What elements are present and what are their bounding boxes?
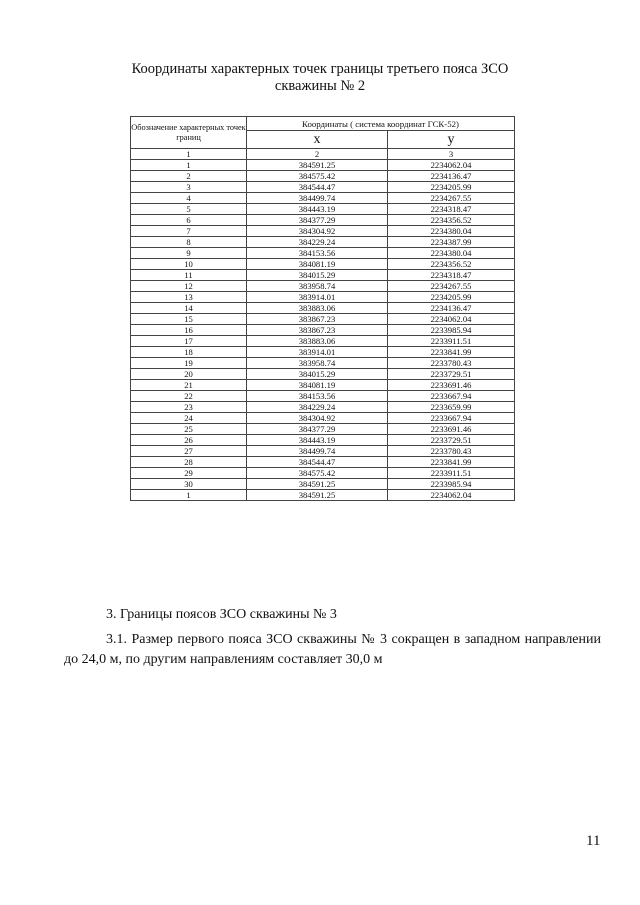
- y-coordinate-cell: 2233667.94: [388, 391, 515, 402]
- point-id-cell: 16: [131, 325, 247, 336]
- x-coordinate-cell: 384153.56: [247, 248, 388, 259]
- x-coordinate-cell: 383883.06: [247, 303, 388, 314]
- x-coordinate-cell: 384304.92: [247, 226, 388, 237]
- y-coordinate-cell: 2233729.51: [388, 435, 515, 446]
- document-title-line-1: Координаты характерных точек границы третьего пояса ЗСО: [131, 61, 509, 77]
- table-row: [131, 182, 515, 193]
- point-id-cell: 1: [131, 490, 247, 501]
- header-coordinates: Координаты ( система координат ГСК-52): [247, 117, 515, 131]
- table-row: [131, 204, 515, 215]
- table-row: [131, 193, 515, 204]
- x-coordinate-cell: 383867.23: [247, 325, 388, 336]
- point-id-cell: 12: [131, 281, 247, 292]
- table-row: [131, 380, 515, 391]
- x-coordinate-cell: 384499.74: [247, 193, 388, 204]
- point-id-cell: 7: [131, 226, 247, 237]
- x-coordinate-cell: 384153.56: [247, 391, 388, 402]
- y-coordinate-cell: 2234318.47: [388, 270, 515, 281]
- table-row: [131, 325, 515, 336]
- x-coordinate-cell: 384377.29: [247, 424, 388, 435]
- table-row: [131, 160, 515, 171]
- column-number: 2: [247, 149, 388, 160]
- table-row: [131, 369, 515, 380]
- y-coordinate-cell: 2234387.99: [388, 237, 515, 248]
- table-row: [131, 314, 515, 325]
- point-id-cell: 21: [131, 380, 247, 391]
- table-row: [131, 435, 515, 446]
- point-id-cell: 11: [131, 270, 247, 281]
- section-paragraph: 3.1. Размер первого пояса ЗСО скважины № 3 сокращен в западном направлении до 24,0 м, по другим направлениям составляет 30,0 м: [64, 632, 601, 667]
- x-coordinate-cell: 383958.74: [247, 358, 388, 369]
- table-row: [131, 237, 515, 248]
- table-row: [131, 413, 515, 424]
- y-coordinate-cell: 2233985.94: [388, 325, 515, 336]
- point-id-cell: 4: [131, 193, 247, 204]
- x-coordinate-cell: 383958.74: [247, 281, 388, 292]
- x-coordinate-cell: 384304.92: [247, 413, 388, 424]
- x-coordinate-cell: 384443.19: [247, 204, 388, 215]
- y-coordinate-cell: 2233985.94: [388, 479, 515, 490]
- section-heading: 3. Границы поясов ЗСО скважины № 3: [106, 607, 337, 622]
- header-axis-y: y: [388, 131, 515, 149]
- point-id-cell: 13: [131, 292, 247, 303]
- y-coordinate-cell: 2233841.99: [388, 347, 515, 358]
- table-row: [131, 259, 515, 270]
- table-row: [131, 391, 515, 402]
- column-number: 1: [131, 149, 247, 160]
- y-coordinate-cell: 2233911.51: [388, 336, 515, 347]
- y-coordinate-cell: 2234136.47: [388, 171, 515, 182]
- table-row: [131, 303, 515, 314]
- point-id-cell: 22: [131, 391, 247, 402]
- y-coordinate-cell: 2234356.52: [388, 259, 515, 270]
- point-id-cell: 23: [131, 402, 247, 413]
- x-coordinate-cell: 383914.01: [247, 347, 388, 358]
- point-id-cell: 17: [131, 336, 247, 347]
- point-id-cell: 10: [131, 259, 247, 270]
- x-coordinate-cell: 384081.19: [247, 259, 388, 270]
- point-id-cell: 9: [131, 248, 247, 259]
- y-coordinate-cell: 2233780.43: [388, 446, 515, 457]
- y-coordinate-cell: 2234205.99: [388, 182, 515, 193]
- x-coordinate-cell: 384575.42: [247, 171, 388, 182]
- x-coordinate-cell: 384499.74: [247, 446, 388, 457]
- point-id-cell: 29: [131, 468, 247, 479]
- table-row: [131, 424, 515, 435]
- point-id-cell: 8: [131, 237, 247, 248]
- header-point-label: Обозначение характерных точек границ: [131, 117, 247, 149]
- x-coordinate-cell: 384081.19: [247, 380, 388, 391]
- y-coordinate-cell: 2233841.99: [388, 457, 515, 468]
- point-id-cell: 15: [131, 314, 247, 325]
- x-coordinate-cell: 384015.29: [247, 270, 388, 281]
- table-row: [131, 446, 515, 457]
- x-coordinate-cell: 384591.25: [247, 479, 388, 490]
- y-coordinate-cell: 2234062.04: [388, 160, 515, 171]
- page-number: 11: [586, 833, 601, 849]
- point-id-cell: 20: [131, 369, 247, 380]
- point-id-cell: 2: [131, 171, 247, 182]
- document-title-line-2: скважины № 2: [274, 78, 366, 94]
- y-coordinate-cell: 2234318.47: [388, 204, 515, 215]
- y-coordinate-cell: 2234380.04: [388, 226, 515, 237]
- y-coordinate-cell: 2233911.51: [388, 468, 515, 479]
- table-row: [131, 347, 515, 358]
- y-coordinate-cell: 2233729.51: [388, 369, 515, 380]
- point-id-cell: 25: [131, 424, 247, 435]
- x-coordinate-cell: 383914.01: [247, 292, 388, 303]
- y-coordinate-cell: 2234267.55: [388, 281, 515, 292]
- point-id-cell: 3: [131, 182, 247, 193]
- point-id-cell: 18: [131, 347, 247, 358]
- point-id-cell: 19: [131, 358, 247, 369]
- x-coordinate-cell: 384377.29: [247, 215, 388, 226]
- y-coordinate-cell: 2233780.43: [388, 358, 515, 369]
- point-id-cell: 14: [131, 303, 247, 314]
- point-id-cell: 26: [131, 435, 247, 446]
- table-row: [131, 281, 515, 292]
- table-row: [131, 457, 515, 468]
- table-row: [131, 479, 515, 490]
- table-row: [131, 358, 515, 369]
- table-row: [131, 336, 515, 347]
- point-id-cell: 5: [131, 204, 247, 215]
- column-number-row: [131, 149, 515, 160]
- y-coordinate-cell: 2233691.46: [388, 380, 515, 391]
- x-coordinate-cell: 384575.42: [247, 468, 388, 479]
- y-coordinate-cell: 2233659.99: [388, 402, 515, 413]
- x-coordinate-cell: 384443.19: [247, 435, 388, 446]
- x-coordinate-cell: 384591.25: [247, 160, 388, 171]
- point-id-cell: 28: [131, 457, 247, 468]
- x-coordinate-cell: 384015.29: [247, 369, 388, 380]
- table-row: [131, 215, 515, 226]
- coordinates-table: [130, 116, 515, 501]
- table-row: [131, 468, 515, 479]
- x-coordinate-cell: 383883.06: [247, 336, 388, 347]
- x-coordinate-cell: 383867.23: [247, 314, 388, 325]
- table-row: [131, 292, 515, 303]
- x-coordinate-cell: 384591.25: [247, 490, 388, 501]
- y-coordinate-cell: 2234356.52: [388, 215, 515, 226]
- y-coordinate-cell: 2234380.04: [388, 248, 515, 259]
- table-row: [131, 402, 515, 413]
- x-coordinate-cell: 384544.47: [247, 457, 388, 468]
- table-row: [131, 226, 515, 237]
- table-row: [131, 248, 515, 259]
- y-coordinate-cell: 2234136.47: [388, 303, 515, 314]
- y-coordinate-cell: 2233667.94: [388, 413, 515, 424]
- point-id-cell: 6: [131, 215, 247, 226]
- table-row: [131, 171, 515, 182]
- x-coordinate-cell: 384229.24: [247, 402, 388, 413]
- y-coordinate-cell: 2234062.04: [388, 314, 515, 325]
- y-coordinate-cell: 2234062.04: [388, 490, 515, 501]
- table-row: [131, 270, 515, 281]
- point-id-cell: 27: [131, 446, 247, 457]
- y-coordinate-cell: 2234205.99: [388, 292, 515, 303]
- y-coordinate-cell: 2234267.55: [388, 193, 515, 204]
- point-id-cell: 24: [131, 413, 247, 424]
- column-number: 3: [388, 149, 515, 160]
- x-coordinate-cell: 384544.47: [247, 182, 388, 193]
- x-coordinate-cell: 384229.24: [247, 237, 388, 248]
- header-axis-x: x: [247, 131, 388, 149]
- point-id-cell: 30: [131, 479, 247, 490]
- y-coordinate-cell: 2233691.46: [388, 424, 515, 435]
- point-id-cell: 1: [131, 160, 247, 171]
- table-row: [131, 490, 515, 501]
